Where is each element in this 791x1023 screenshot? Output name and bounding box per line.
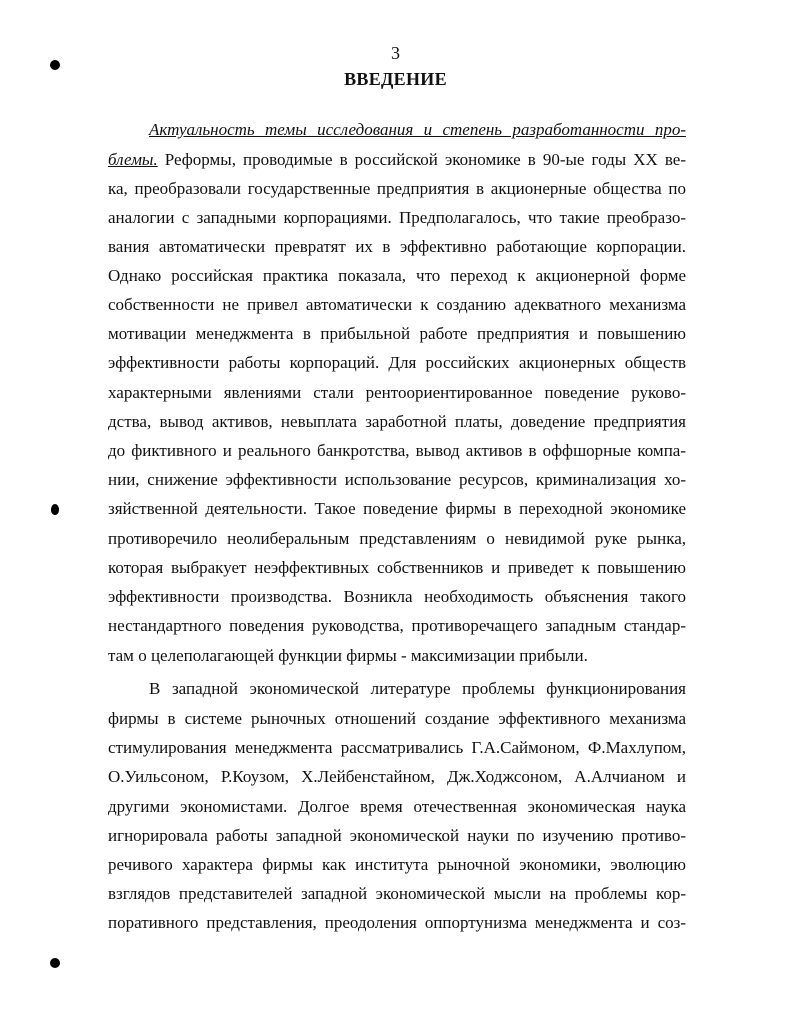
text-line: В западной экономической литературе проблемы функционирования — [149, 679, 686, 698]
text-line: мотивации менеджмента в прибыльной работе предприятия и повышению — [108, 324, 686, 343]
binding-hole-bottom — [50, 958, 60, 968]
text-line: Однако российская практика показала, что переход к акционерной форме — [108, 266, 686, 285]
text-line: там о целеполагающей функции фирмы - максимизации прибыли. — [108, 646, 588, 665]
page-number: 3 — [391, 43, 400, 63]
text-line: стимулирования менеджмента рассматривались Г.А.Саймоном, Ф.Махлупом, — [108, 738, 686, 757]
text-line-rest: Реформы, проводимые в российской экономике в 90-ые годы XX ве- — [157, 150, 686, 169]
text-line: аналогии с западными корпорациями. Предполагалось, что такие преобразо- — [108, 208, 686, 227]
text-line: эффективности производства. Возникла необходимость объяснения такого — [108, 587, 686, 606]
text-line: до фиктивного и реального банкротства, вывод активов в оффшорные компа- — [108, 441, 686, 460]
text-line: игнорировала работы западной экономической науки по изучению противо- — [108, 826, 686, 845]
text-line: ка, преобразовали государственные предприятия в акционерные общества по — [108, 179, 686, 198]
text-line: которая выбракует неэффективных собственников и приведет к повышению — [108, 558, 686, 577]
binding-hole-middle — [51, 504, 59, 515]
text-line: характерными явлениями стали рентоориентированное поведение руково- — [108, 383, 686, 402]
text-line: речивого характера фирмы как института рыночной экономики, эволюцию — [108, 855, 686, 874]
text-line: нестандартного поведения руководства, противоречащего западным стандар- — [108, 616, 686, 635]
text-line: вания автоматически превратят их в эффективно работающие корпорации. — [108, 237, 686, 256]
text-line: собственности не привел автоматически к созданию адекватного механизма — [108, 295, 686, 314]
text-line: нии, снижение эффективности использование ресурсов, криминализация хо- — [108, 470, 686, 489]
text-line: фирмы в системе рыночных отношений создание эффективного механизма — [108, 709, 686, 728]
page-title: ВВЕДЕНИЕ — [344, 69, 447, 89]
text-line — [108, 145, 686, 174]
text-line: другими экономистами. Долгое время отечественная экономическая наука — [108, 797, 686, 816]
text-line — [149, 115, 686, 144]
text-line: О.Уильсоном, Р.Коузом, Х.Лейбенстайном, Дж.Ходжсоном, А.Алчианом и — [108, 767, 686, 786]
text-line: противоречило неолиберальным представлениям о невидимой руке рынка, — [108, 529, 686, 548]
text-line: взглядов представителей западной экономической мысли на проблемы кор- — [108, 884, 686, 903]
text-line: поративного представления, преодоления оппортунизма менеджмента и соз- — [108, 913, 686, 932]
section-lead: Актуальность темы исследования и степень разработанности про- — [149, 120, 686, 139]
text-line: зяйственной деятельности. Такое поведение фирмы в переходной экономике — [108, 499, 686, 518]
section-lead-end: блемы. — [108, 150, 158, 169]
text-line: дства, вывод активов, невыплата заработной платы, доведение предприятия — [108, 412, 686, 431]
text-line: эффективности работы корпораций. Для российских акционерных обществ — [108, 353, 686, 372]
